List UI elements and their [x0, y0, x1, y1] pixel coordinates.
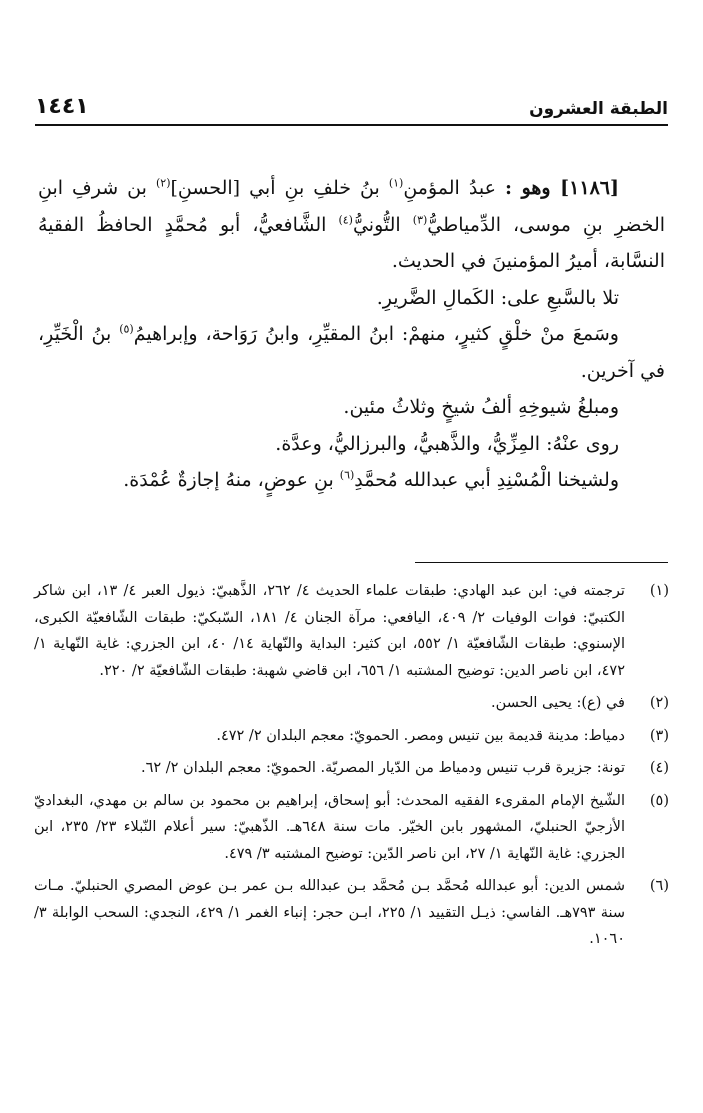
main-text: [38, 170, 665, 499]
text-run: بن شرفِ ابنِ الخضرِ بنِ موسى، الدِّمياطيُّ: [38, 177, 666, 236]
recitation-paragraph: تلا بالسَّبعِ على: الكَمالِ الضَّريرِ.: [376, 286, 619, 309]
footnote-ref-5: (٥): [119, 322, 134, 336]
header-rule: [35, 124, 668, 126]
text-run: وسَمعَ منْ خلْقٍ كثيرٍ، منهمْ: ابنُ المقيِّرِ، وابنُ رَوَاحة، وإبراهيمُ: [133, 323, 619, 345]
footnote-4: [34, 755, 669, 782]
footnote-2: [34, 690, 669, 717]
text-run: بنُ الْخَيِّرِ، في آخرين.: [38, 323, 665, 382]
footnote-5: [34, 788, 669, 868]
footnote-ref-3: (٣): [412, 213, 428, 227]
footnote-text: تونة: جزيرة قرب تنيس ودمياط من الدّيار المصريّة. الحمويّ: معجم البلدان ٢/ ٦٢.: [140, 760, 625, 776]
text-run: الشَّافعيُّ، أبو مُحمَّدٍ الحافظُ الفقيهُ النسَّابة، أميرُ المؤمنينَ في الحديث.: [38, 213, 665, 272]
running-header-title: الطبقة العشرون: [529, 99, 668, 119]
footnote-number: (٦): [649, 878, 669, 894]
running-header: [35, 86, 668, 120]
text-run: بنِ عوضٍ، منهُ إجازةٌ عُمْدَة.: [123, 469, 334, 491]
footnote-number: (٢): [649, 695, 669, 711]
footnote-text: ترجمته في: ابن عبد الهادي: طبقات علماء الحديث ٤/ ٢٦٢، الذَّهبيّ: ذيول العبر ٤/ ١٣، ابن شاكر الكتبيّ: فوات الوفيات ٢/ ٤٠٩، اليافعي: مرآة الجنان ٤/ ١٨١، السّبكيّ: طبقات الشّافعيّة الكبرى، الإسنوي: طبقات الشّافعيّة ١/ ٥٥٢، ابن كثير: البداية والنّهاية ١٤/ ٤٠، ابن الجزري: غاية النّهاية ١/ ٤٧٢، ابن ناصر الدين: توضيح المشتبه ١/ ٦٥٦، ابن قاضي شهبة: طبقات الشّافعيّة ٢/ ٢٢٠.: [34, 583, 625, 679]
footnote-3: [34, 723, 669, 750]
footnote-text: في (ع): يحيى الحسن.: [491, 695, 625, 711]
footnote-text: الشّيخ الإمام المقرىء الفقيه المحدث: أبو إسحاق، إبراهيم بن محمود بن سالم بن مهدي، البغداديّ الأزجيّ الحنبليّ، المشهور بابن الخيّر. مات سنة ٦٤٨هـ. الذّهبيّ: سير أعلام النّبلاء ٢٣/ ٢٣٥، ابن الجزري: غاية النّهاية ١/ ٢٧، ابن ناصر الدّين: توضيح المشتبه ٣/ ٤٧٩.: [34, 792, 625, 862]
teachers-count-paragraph: ومبلغُ شيوخِهِ ألفُ شيخٍ وثلاثُ مئين.: [343, 396, 619, 418]
text-run: التُّونيُّ: [352, 213, 401, 236]
footnote-6: [34, 873, 669, 953]
footnote-ref-4: (٤): [338, 213, 353, 227]
footnotes: [34, 578, 669, 959]
text-run: بنُ خلفِ بنِ أبي [الحسنِ]: [170, 177, 380, 199]
text-run: عبدُ المؤمنِ: [403, 177, 496, 199]
footnote-number: (١): [649, 583, 669, 599]
ijaza-paragraph: [38, 462, 665, 499]
page-number: ١٤٤١: [35, 94, 89, 119]
footnote-ref-6: (٦): [339, 468, 355, 482]
footnote-text: شمس الدين: أبو عبدالله مُحمَّد بـن مُحمَّد بـن عبدالله بـن عمر بـن عوض المصري الحنبليّ. مـات سنة ٧٩٣هـ. الفاسي: ذيـل التقييد ١/ ٢٢٥، ابـن حجر: إنباء الغمر ١/ ٤٢٩، النجدي: السحب الوابلة ٣/ ١٠٦٠.: [34, 878, 625, 947]
entry-heading: [١١٨٦] وهو :: [504, 177, 619, 199]
text-run: ولشيخنا الْمُسْنِدِ أبي عبدالله مُحمَّدِ: [354, 469, 619, 491]
footnote-ref-2: (٢): [155, 176, 171, 190]
teachers-paragraph: [38, 316, 665, 389]
footnote-separator: [415, 562, 668, 563]
footnote-number: (٣): [649, 727, 669, 744]
footnote-number: (٤): [649, 760, 669, 776]
biography-paragraph: [38, 170, 665, 280]
footnote-1: [34, 578, 669, 684]
footnote-text: دمياط: مدينة قديمة بين تنيس ومصر. الحمويّ: معجم البلدان ٢/ ٤٧٢.: [216, 727, 625, 744]
students-paragraph: روى عنْهُ: المِزِّيُّ، والذَّهبيُّ، والبرزاليُّ، وعدَّة.: [275, 432, 619, 455]
footnote-ref-1: (١): [388, 176, 404, 190]
footnote-number: (٥): [649, 792, 669, 809]
